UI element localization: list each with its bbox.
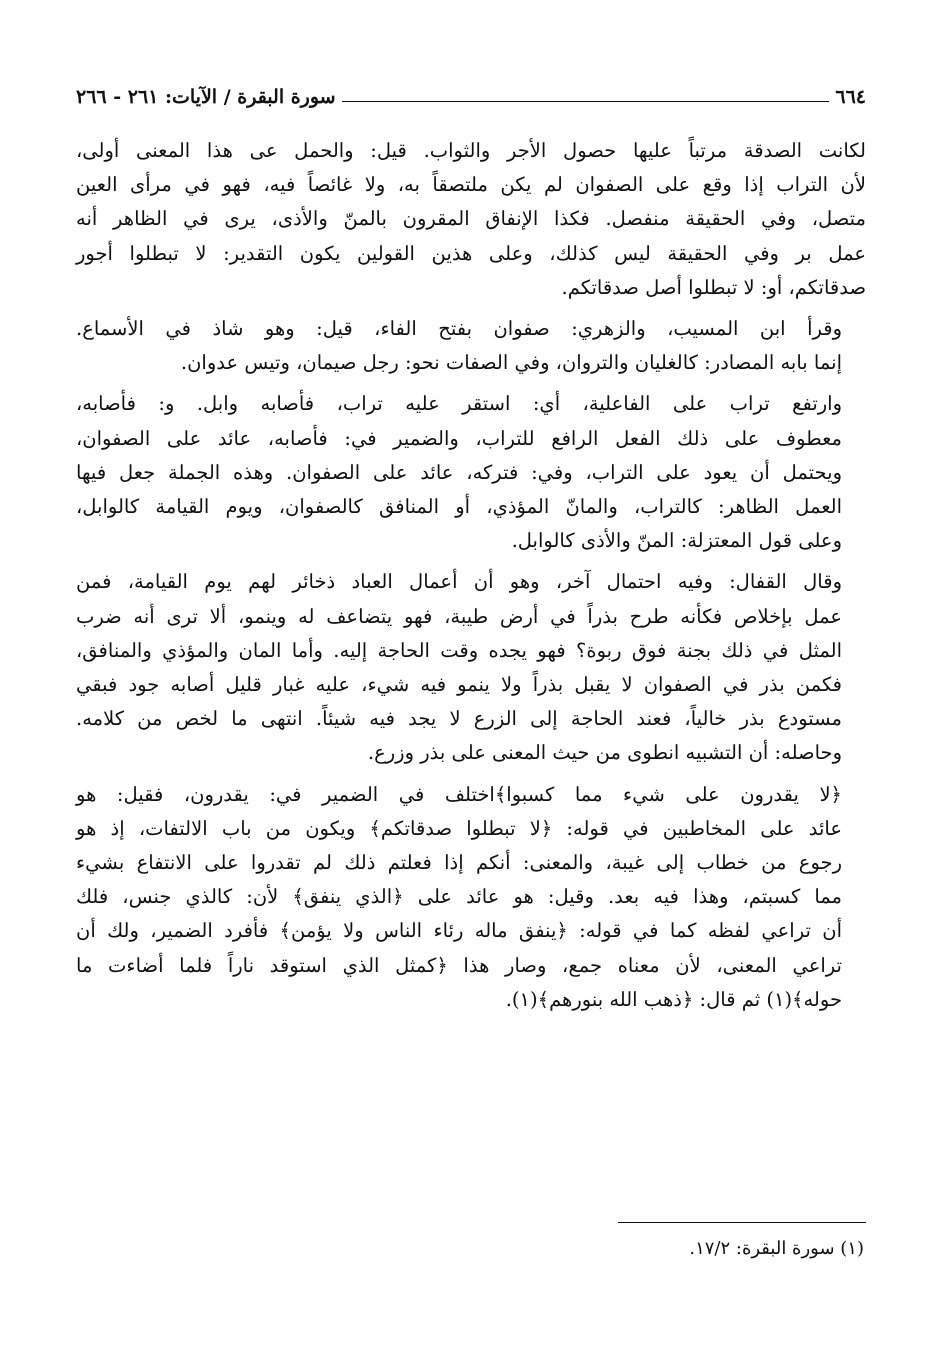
text-line: لأن التراب إذا وقع على الصفوان لم يكن ملتصقاً به، ولا غائصاً فيه، فهو في مرأى العين [76,173,866,197]
text-line: العمل الظاهر: كالتراب، والمانّ المؤذي، أو المنافق كالصفوان، ويوم القيامة كالوابل، [76,495,842,519]
text-line: ﴿لا يقدرون على شيء مما كسبوا﴾اختلف في الضمير في: يقدرون، فقيل: هو [76,782,842,806]
text-line: معطوف على ذلك الفعل الرافع للتراب، والضمير في: فأصابه، عائد على الصفوان، [76,426,842,450]
text-line: عمل بإخلاص فكأنه طرح بذراً في أرض طيبة، فهو يتضاعف له وينمو، ألا ترى أنه ضرب [76,604,842,628]
text-line: صدقاتكم، أو: لا تبطلوا أصل صدقاتكم. [561,275,866,299]
text-line: تراعي المعنى، لأن معناه جمع، وصار هذا ﴿كمثل الذي استوقد ناراً فلما أضاءت ما [76,953,842,977]
page-number: ٦٦٤ [835,86,866,108]
text-line: أن تراعي لفظه كما في قوله: ﴿ينفق ماله رئاء الناس ولا يؤمن﴾ فأفرد الضمير، ولك أن [76,919,842,943]
paragraph-5 [76,778,866,1017]
text-line: وعلى قول المعتزلة: المنّ والأذى كالوابل. [511,529,842,553]
text-line: مما كسبتم، وهذا فيه بعد. وقيل: هو عائد على ﴿الذي ينفق﴾ لأن: كالذي جنس، فلك [76,885,842,909]
footnote: (١) سورة البقرة: ١٧/٢. [689,1238,864,1259]
text-line: وحاصله: أن التشبيه انطوى من حيث المعنى على بذر وزرع. [367,741,842,765]
body-text [76,134,866,1017]
paragraph-3 [76,387,866,558]
document-page [76,80,866,1280]
text-line: مستودع بذر خالياً، فعند الحاجة إلى الزرع لا يجد فيه شيئاً. انتهى ما لخص من كلامه. [76,707,842,731]
footnote-rule [618,1222,866,1223]
text-line: متصل، وفي الحقيقة منفصل. فكذا الإنفاق المقرون بالمنّ والأذى، يرى في الظاهر أنه [76,207,866,231]
page-header [76,80,866,114]
text-line: وارتفع تراب على الفاعلية، أي: استقر عليه تراب، فأصابه وابل. و: فأصابه، [76,392,842,416]
text-line: وقرأ ابن المسيب، والزهري: صفوان بفتح الفاء، قيل: وهو شاذ في الأسماع. [76,317,842,341]
text-line: وقال القفال: وفيه احتمال آخر، وهو أن أعمال العباد ذخائر لهم يوم القيامة، فمن [76,570,842,594]
paragraph-2 [76,312,866,380]
text-line: عمل بر وفي الحقيقة ليس كذلك، وعلى هذين القولين يكون التقدير: لا تبطلوا أجور [76,241,866,265]
text-line: عائد على المخاطبين في قوله: ﴿لا تبطلوا صدقاتكم﴾ ويكون من باب الالتفات، إذ هو [76,816,842,840]
text-line: لكانت الصدقة مرتباً عليها حصول الأجر والثواب. قيل: والحمل عى هذا المعنى أولى، [76,139,866,162]
header-rule [342,101,830,102]
text-line: فكمن بذر في الصفوان لا يقبل بذراً ولا ينمو فيه شيء، عليه غبار قليل أصابه جود فبقي [76,673,842,697]
running-title: سورة البقرة / الآيات: ٢٦١ - ٢٦٦ [76,86,336,108]
text-line: رجوع من خطاب إلى غيبة، والمعنى: أنكم إذا فعلتم ذلك لم تقدروا على الانتفاع بشيء [76,851,842,875]
text-line: إنما بابه المصادر: كالغليان والتروان، وفي الصفات نحو: رجل صيمان، وتيس عدوان. [180,351,842,375]
paragraph-1 [76,134,866,305]
text-line: ويحتمل أن يعود على التراب، وفي: فتركه، عائد على الصفوان. وهذه الجملة جعل فيها [76,460,842,484]
text-line: المثل في ذلك بجنة فوق ربوة؟ فهو يجده وقت الحاجة إليه. وأما المان والمؤذي والمنافق، [76,638,842,662]
text-line: حوله﴾(١) ثم قال: ﴿ذهب الله بنورهم﴾(١). [505,987,842,1011]
paragraph-4 [76,565,866,770]
